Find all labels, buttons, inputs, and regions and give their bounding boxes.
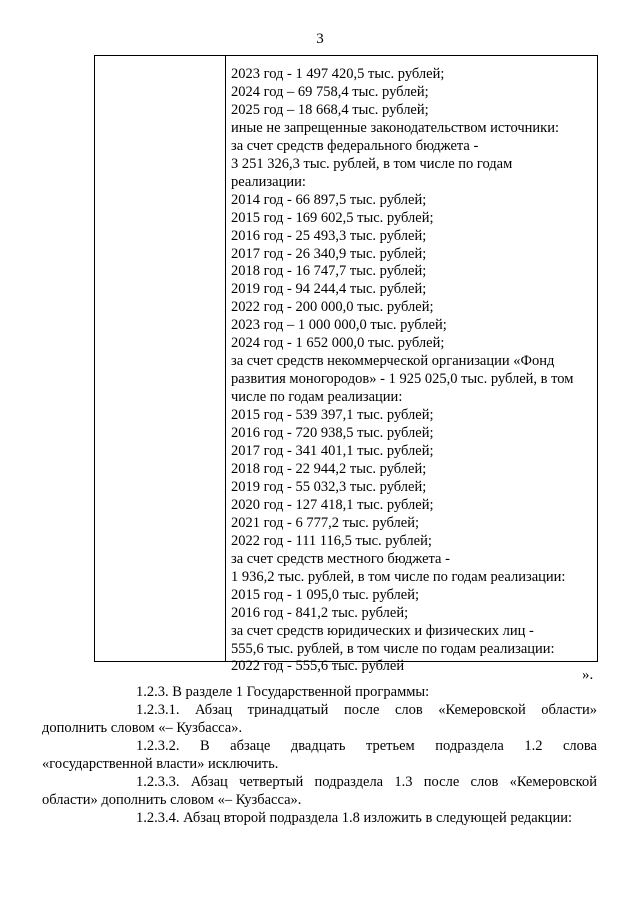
paragraph-1-2-3-3	[42, 773, 597, 809]
closing-quote: ».	[582, 667, 594, 683]
table-line: 2017 год - 26 340,9 тыс. рублей;	[231, 245, 427, 262]
paragraph-1-2-3: 1.2.3. В разделе 1 Государственной программы:	[136, 684, 430, 700]
table-line: 2017 год - 341 401,1 тыс. рублей;	[231, 443, 434, 460]
table-line: 2022 год - 111 116,5 тыс. рублей;	[231, 532, 432, 549]
funding-table	[94, 55, 598, 675]
table-line: развития моногородов» - 1 925 025,0 тыс. рублей, в том	[231, 371, 574, 388]
funding-sources-cell	[231, 66, 595, 676]
table-line: 2016 год - 841,2 тыс. рублей;	[231, 604, 409, 621]
table-line: 555,6 тыс. рублей, в том числе по годам реализации:	[231, 640, 555, 657]
table-line: 2016 год - 25 493,3 тыс. рублей;	[231, 227, 427, 244]
table-line: 1 936,2 тыс. рублей, в том числе по годам реализации:	[231, 568, 566, 585]
table-line: 2022 год - 200 000,0 тыс. рублей;	[231, 299, 434, 316]
table-line: 2023 год - 1 497 420,5 тыс. рублей;	[231, 66, 445, 82]
table-column-divider	[225, 56, 226, 661]
table-line: 2024 год - 1 652 000,0 тыс. рублей;	[231, 335, 445, 352]
table-line: 2018 год - 16 747,7 тыс. рублей;	[231, 263, 427, 280]
table-line: 2022 год - 555,6 тыс. рублей	[231, 658, 405, 675]
table-line: за счет средств некоммерческой организации «Фонд	[231, 353, 555, 370]
paragraph-1-2-3-2	[42, 737, 597, 773]
table-line: иные не запрещенные законодательством источники:	[231, 119, 560, 136]
paragraph-1-2-3-2-line-2: «государственной власти» исключить.	[42, 756, 279, 772]
table-line: числе по годам реализации:	[231, 389, 403, 406]
table-line: 2025 год – 18 668,4 тыс. рублей;	[231, 101, 429, 118]
table-line: 2024 год – 69 758,4 тыс. рублей;	[231, 83, 429, 100]
paragraph-1-2-3-4: 1.2.3.4. Абзац второй подраздела 1.8 изложить в следующей редакции:	[136, 810, 572, 826]
table-line: 2016 год - 720 938,5 тыс. рублей;	[231, 425, 434, 442]
paragraph-1-2-3-3-line-2: области» дополнить словом «– Кузбасса».	[42, 792, 302, 808]
page-number: 3	[316, 31, 324, 47]
table-line: 2021 год - 6 777,2 тыс. рублей;	[231, 514, 419, 531]
paragraph-1-2-3-1-line-2: дополнить словом «– Кузбасса».	[42, 720, 243, 736]
table-line: 2014 год - 66 897,5 тыс. рублей;	[231, 191, 427, 208]
table-line: 2018 год - 22 944,2 тыс. рублей;	[231, 460, 427, 477]
table-line: 2020 год - 127 418,1 тыс. рублей;	[231, 496, 434, 513]
table-line: 2015 год - 169 602,5 тыс. рублей;	[231, 209, 434, 226]
table-line: 3 251 326,3 тыс. рублей, в том числе по годам	[231, 155, 513, 172]
table-line: реализации:	[231, 173, 306, 190]
paragraph-1-2-3-3-line-1: 1.2.3.3. Абзац четвертый подраздела 1.3 после слов «Кемеровской	[136, 774, 597, 790]
table-line: за счет средств местного бюджета -	[231, 550, 450, 567]
amendment-paragraphs	[42, 683, 597, 827]
paragraph-1-2-3-2-line-1: 1.2.3.2. В абзаце двадцать третьем подраздела 1.2 слова	[136, 738, 597, 754]
paragraph-1-2-3-1	[42, 701, 597, 737]
table-line: 2023 год – 1 000 000,0 тыс. рублей;	[231, 317, 447, 334]
table-line: 2015 год - 1 095,0 тыс. рублей;	[231, 586, 419, 603]
table-line: за счет средств федерального бюджета -	[231, 137, 479, 154]
table-line: 2019 год - 55 032,3 тыс. рублей;	[231, 478, 427, 495]
table-line: за счет средств юридических и физических лиц -	[231, 622, 534, 639]
paragraph-1-2-3-1-line-1: 1.2.3.1. Абзац тринадцатый после слов «Кемеровской области»	[136, 702, 597, 718]
table-line: 2015 год - 539 397,1 тыс. рублей;	[231, 407, 434, 424]
table-line: 2019 год - 94 244,4 тыс. рублей;	[231, 281, 427, 298]
